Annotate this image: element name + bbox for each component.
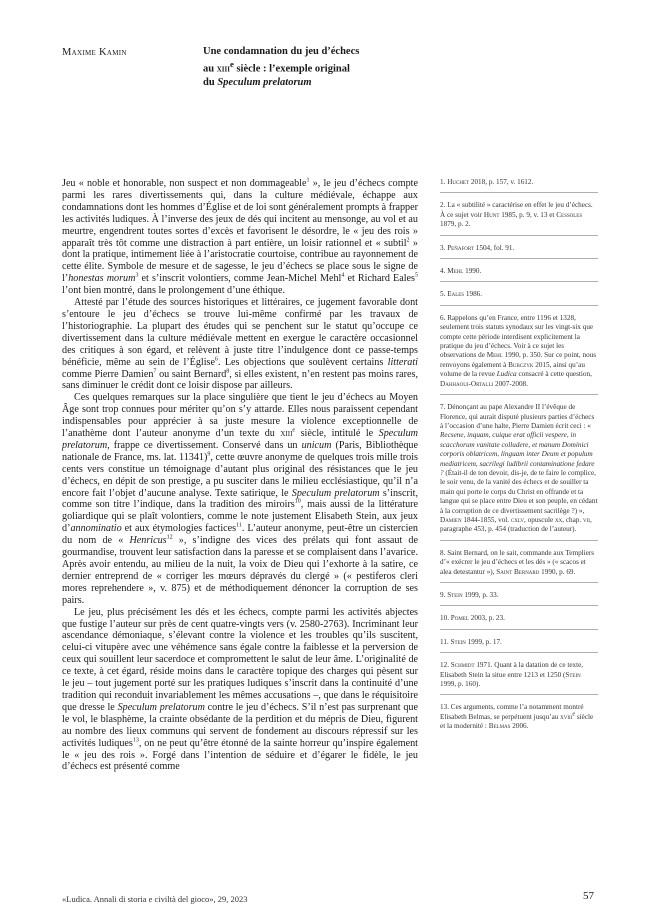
footnote-13: 13. Ces arguments, comme l’a notamment montré Elisabeth Belmas, se perpétuent jusqu’au xviii$^e$ siècle et la modernité : Belmas 2006.	[440, 703, 594, 731]
footnote-6: 6. Rappelons qu’en France, entre 1196 et 1328, seulement trois statuts synodaux sur les vingt-six que compte cette période interdisent explicitement la pratique du jeu d’échecs. Voir à ce sujet les observations de Mehl 1990, p. 350. Sur ce point, nous renvoyons également à Bubczyk 2015, ainsi qu’au volume de la revue Ludica consacré à cette question, Dahhaoui-Ortalli 2007-2008.	[440, 314, 598, 395]
paragraph-3: Ces quelques remarques sur la place singulière que tient le jeu d’échecs au Moyen Âge sont trop connues pour mériter qu’on s’y attarde. Elles nous paraissent cependant indispensables pour apprécier à sa juste mesure la violence exceptionnelle de l’anathème dont l’auteur anonyme d’un texte du xiii$^e$ siècle, intitulé le Speculum prelatorum, frappe ce divertissement. Conservé dans un unicum (Paris, Bibliothèque nationale de France, ms. lat. 11341)$^9$, cette œuvre anonyme de quelques trois mille trois cents vers constitue un témoignage d’autant plus original des résistances que le jeu d’échecs, en dépit de son prestige, a pu susciter dans le milieu ecclésiastique, qu’il n’a encore fait l’objet d’aucune analyse. Texte satirique, le Speculum prelatorum s’inscrit, comme son titre l’indique, dans la tradition des miroirs$^{10}$, mais aussi de la littérature goliardique qui se plaît volontiers, comme le note justement Elisabeth Stein, aux jeux d’annominatio et aux étymologies factices$^{11}$. L’auteur anonyme, peut-être un cistercien du nom de « Henricus$^{12}$ », s’indigne des vices des prélats qui font assaut de gourmandise, trouvent leur satisfaction dans la paresse et se complaisent dans l’avarice. Après avoir entendu, au milieu de la nuit, la voix de Dieu qui l’exhorte à la satire, ce dernier entreprend de « corriger les mœurs dépravés du clergé » (« pestiferos cleri mores reprehendere », v. 875) et de méthodiquement dénoncer la corruption de ses pairs.	[62, 392, 418, 606]
footnote-12: 12. Schmidt 1971. Quant à la datation de ce texte, Elisabeth Stein la situe entre 1213 et 1250 (Stein 1999, p. 160).	[440, 661, 598, 695]
article-title	[203, 45, 443, 89]
footnote-4: 4. Mehl 1990.	[440, 267, 598, 282]
author-running-head: Maxime Kamin	[62, 47, 127, 58]
footnote-5: 5. Eales 1986.	[440, 290, 598, 305]
footnotes-column	[440, 178, 598, 745]
footnote-1: 1. Huchet 2018, p. 157, v. 1612.	[440, 178, 598, 193]
paragraph-2: Attesté par l’étude des sources historiques et littéraires, ce jugement favorable dont s’entoure le jeu d’échecs se trouve lui-même confirmé par les travaux de l’historiographie. La plupart des études qui se penchent sur le statut qu’occupe ce divertissement dans la culture médiévale mettent en exergue le caractère occasionnel des critiques à son égard, et relèvent à juste titre l’indulgence dont ce passe-temps bénéficie, même au sein de l’Église$^6$. Les objections que soulèvent certains litterati comme Pierre Damien$^7$ ou saint Bernard$^8$, si elles existent, n’en restent pas moins rares, sans diminuer le crédit dont ce loisir dispose par ailleurs.	[62, 297, 419, 392]
footnote-3: 3. Peñafort 1504, fol. 91.	[440, 244, 598, 259]
footnote-10: 10. Pomel 2003, p. 23.	[440, 614, 598, 629]
title-line-1: Une condamnation du jeu d’échecs	[203, 46, 360, 57]
title-line-3: du Speculum prelatorum	[203, 76, 312, 88]
footnote-7: 7. Dénonçant au pape Alexandre II l’évêque de Florence, qui aurait disputé plusieurs parties d’échecs à l’occasion d’une halte, Pierre Damien écrit ceci : « Recsene, inquam, cuique erat officii vespere, in scacchorum vanitate colludere, et manum Dominici corporis oblatricem, linguam inter Deum et populum mediatricem, sacrilegi ludibrii contaminatione fedare ? (Était-il de ton devoir, dis-je, de te faire le complice, le soir venu, de la vanité des échecs et de souiller ta main qui porte le corps du Christ en offrande et ta langue qui se place entre Dieu et son peuple, en cédant à la corruption de ce divertissement sacrilège ?) », Damien 1844-1855, vol. cxlv, opuscule xx, chap. vii, paragraphe 453, p. 454 (traduction de l’auteur).	[440, 403, 598, 541]
paragraph-1: Jeu « noble et honorable, non suspect et non dommageable$^1$ », le jeu d’échecs compte parmi les rares divertissements qui, dans la culture médiévale, échappe aux condamnations dont les hommes d’Église et de loi sont généralement prompts à frapper les activités ludiques. À l’inverse des jeux de dés qui incitent au mensonge, au vol et au meurtre, engendrent toutes sortes d’excès et favorisent le désordre, le « jeu des rois » apparaît très tôt comme une distraction à part entière, un loisir rationnel et « subtil$^2$ » dont la pratique, intimement liée à l’aristocratie courtoise, contribue au rayonnement de cette élite. Symbole de mesure et de sagesse, le jeu d’échecs se place sous le signe de l’honestas morum$^3$ et s’inscrit volontiers, comme Jean-Michel Mehl$^4$ et Richard Eales$^5$ l’ont bien montré, dans le prolongement d’une éthique.	[62, 177, 418, 297]
paragraph-4: Le jeu, plus précisément les dés et les échecs, compte parmi les activités abjectes que fustige l’auteur sur près de cent quatre-vingts vers (v. 2580-2763). Incriminant leur ascendance démoniaque, s’élevant contre la violence et les troubles qu’ils suscitent, celui-ci vitupère avec une véhémence sans égale contre la faiblesse et la perversion de ceux qui souillent leur sacerdoce et compromettent le salut de leur âme. L’originalité de ce texte, à cet égard, réside moins dans le caractère topique des charges qui pèsent sur le jeu – tout jugement porté sur les pratiques ludiques s’inscrit dans la continuité d’une tradition qui reconduit invariablement les mêmes accusations –, que dans le réquisitoire que dresse le Speculum prelatorum contre le jeu d’échecs. S’il n’est pas surprenant que le vol, le blasphème, la crainte obsédante de la perdition et du mépris de Dieu, figurent au nombre des lieux communs qui servent de fondement au discours répressif sur les activités ludiques$^{13}$, on ne peut qu’être étonné de la sainte horreur qu’inspire également le « jeu des rois ». Forgé dans l’intention de séduire et d’égarer le fidèle, le jeu d’échecs est présenté comme	[62, 606, 418, 773]
main-text	[62, 178, 418, 773]
footnote-8: 8. Saint Bernard, on le sait, commande aux Templiers d’« exécrer le jeu d’échecs et les dés » (« scacos et alea detestantur »), Saint Bernard 1990, p. 69.	[440, 549, 598, 583]
footnote-11: 11. Stein 1999, p. 17.	[440, 638, 598, 653]
page-number: 57	[583, 890, 594, 902]
footnote-2: 2. La « subtilité » caractérise en effet le jeu d’échecs. À ce sujet voir Hunt 1985, p. 9, v. 13 et Cessoles 1879, p. 2.	[440, 201, 598, 235]
journal-citation: «Ludica. Annali di storia e civiltà del gioco», 29, 2023	[62, 894, 248, 904]
footnote-9: 9. Stein 1999, p. 33.	[440, 591, 598, 606]
title-line-2: au xiii$^e$ siècle : l’exemple original	[203, 59, 350, 75]
